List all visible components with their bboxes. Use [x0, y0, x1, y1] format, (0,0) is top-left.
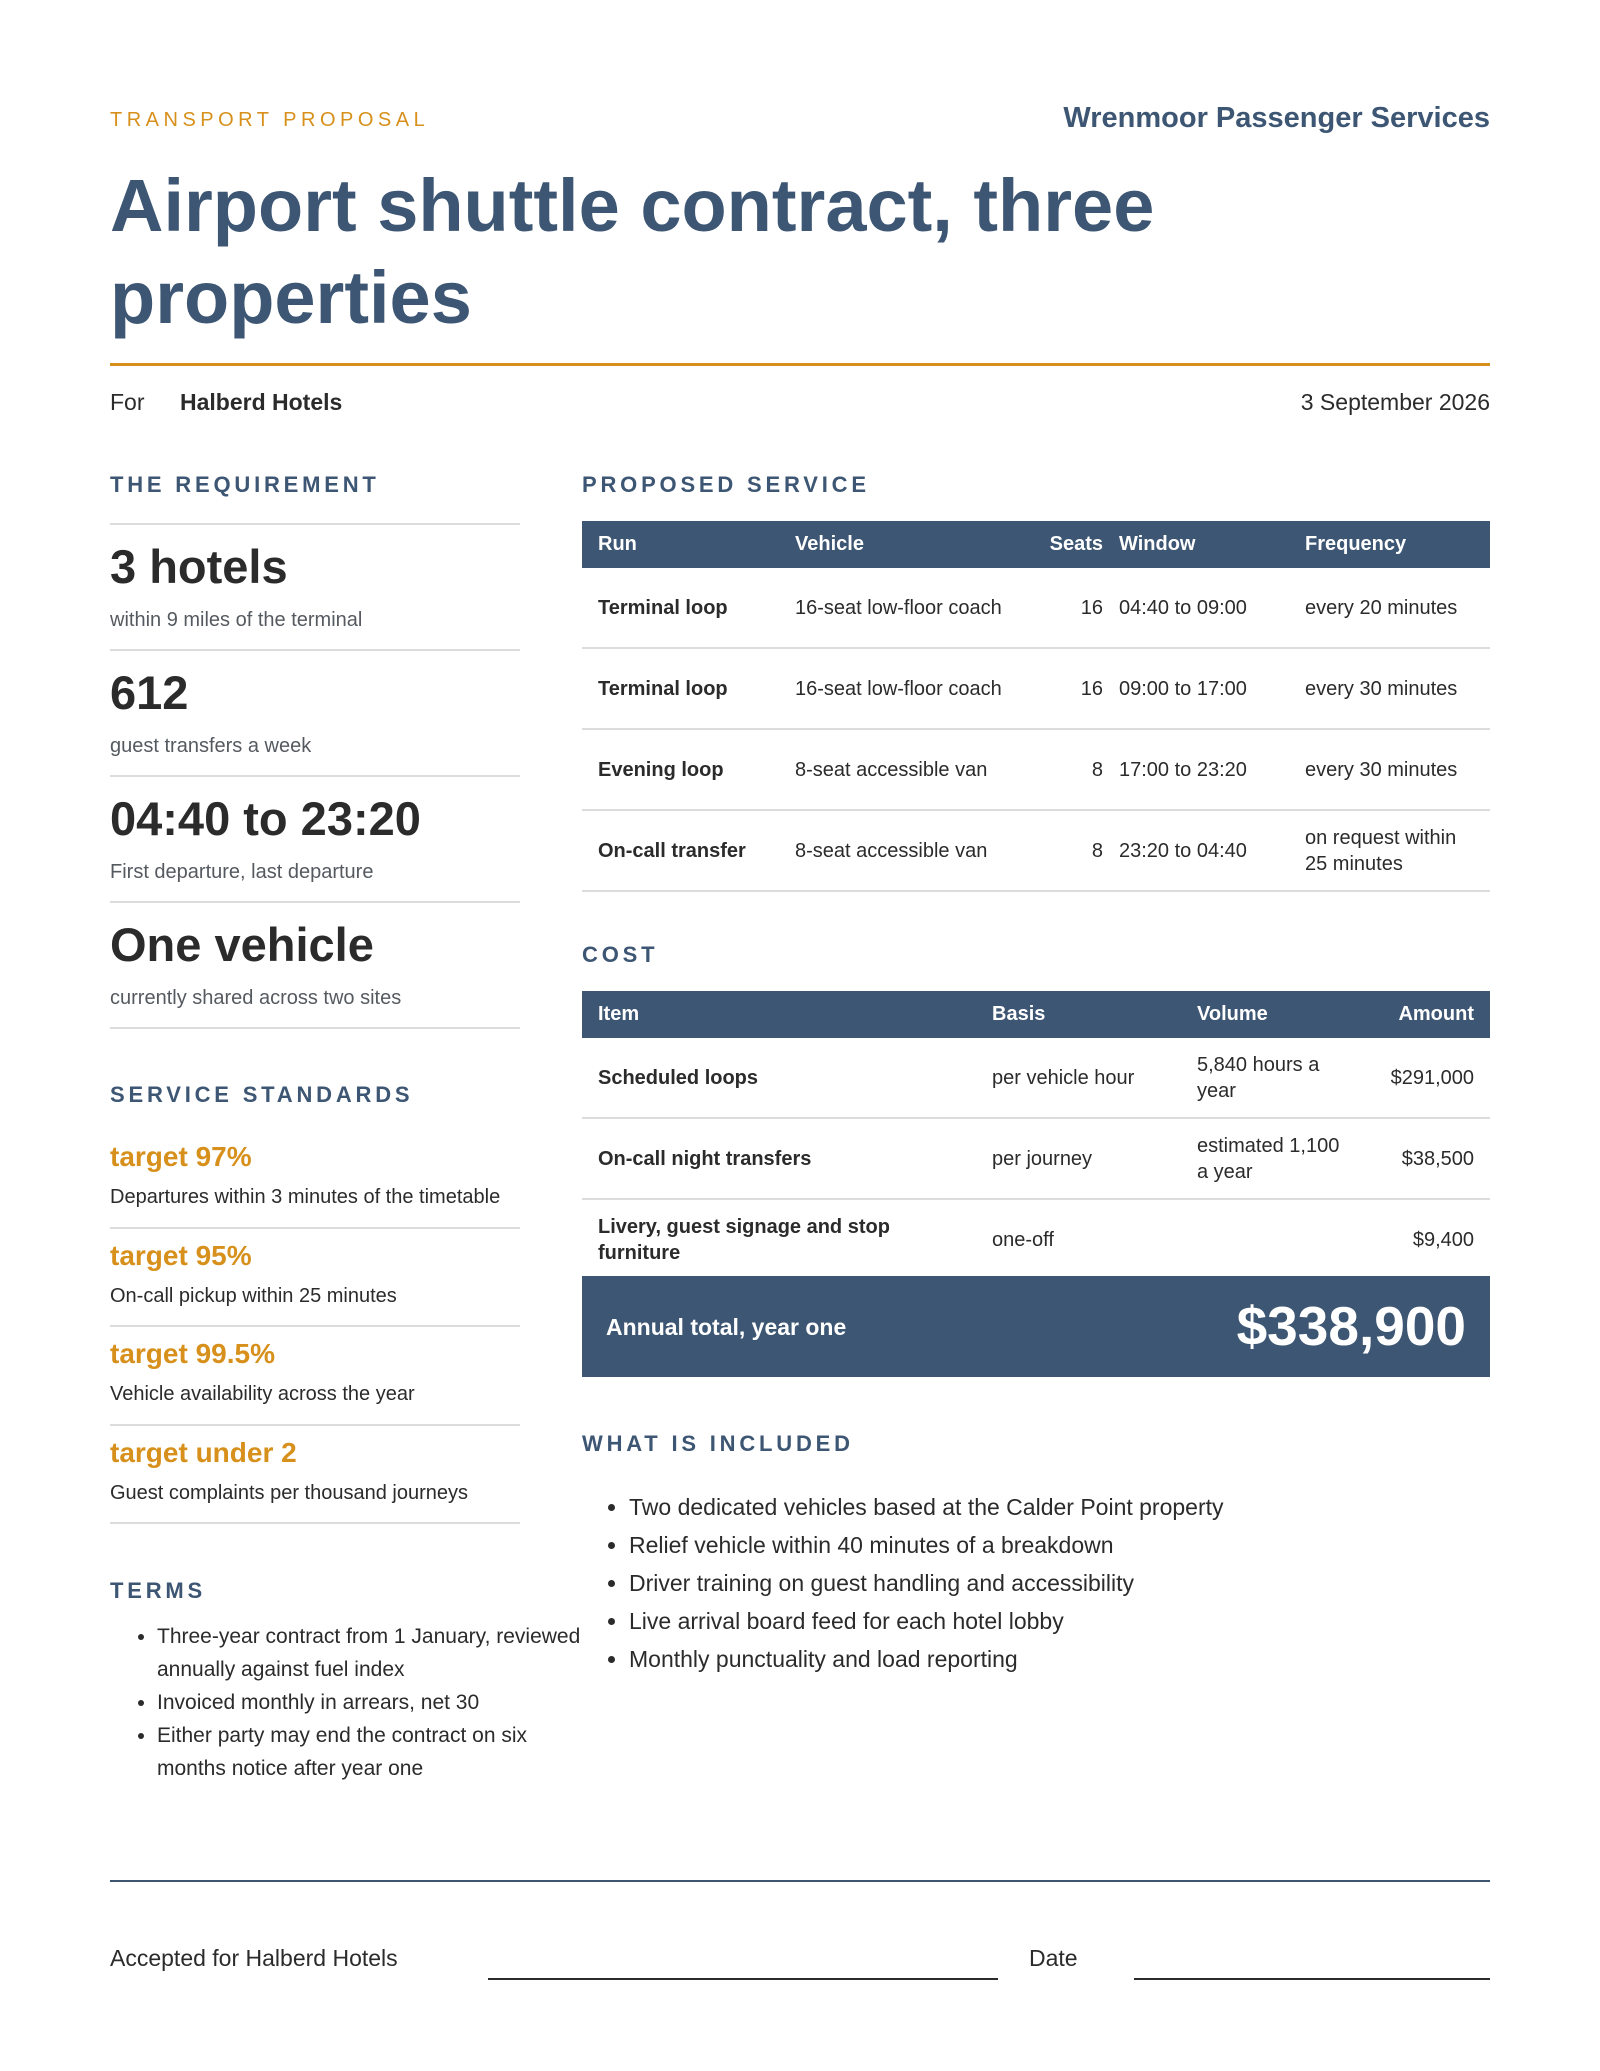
volume-cell: estimated 1,100 a year [1181, 1118, 1361, 1199]
vehicle-cell: 16-seat low-floor coach [779, 648, 1019, 729]
standard-description: On-call pickup within 25 minutes [110, 1285, 397, 1307]
annual-total-value: $338,900 [1236, 1295, 1466, 1357]
requirement-heading: THE REQUIREMENT [110, 472, 380, 497]
table-header-row [582, 521, 1490, 568]
client-name: Halberd Hotels [180, 389, 343, 415]
item-cell: Scheduled loops [582, 1038, 976, 1118]
window-cell: 17:00 to 23:20 [1109, 729, 1289, 810]
annual-total-label: Annual total, year one [606, 1314, 847, 1340]
table-row [582, 810, 1490, 891]
vehicle-cell: 16-seat low-floor coach [779, 568, 1019, 648]
included-item: • Monthly punctuality and load reporting [629, 1640, 1224, 1678]
stat-value: One vehicle [110, 918, 374, 971]
table-row [582, 1038, 1490, 1118]
seats-cell: 16 [1019, 648, 1109, 729]
table-header-row [582, 991, 1490, 1038]
column-header: Run [582, 521, 779, 568]
acceptance-label: Accepted for Halberd Hotels [110, 1945, 398, 1971]
for-label: For [110, 389, 145, 415]
stat-hotels [110, 523, 520, 631]
stat-transfers [110, 649, 520, 757]
annual-total-band [582, 1276, 1490, 1377]
frequency-cell: every 20 minutes [1289, 568, 1490, 648]
stat-value: 04:40 to 23:20 [110, 792, 421, 845]
stat-label: First departure, last departure [110, 861, 374, 883]
included-item: • Relief vehicle within 40 minutes of a breakdown [629, 1526, 1224, 1564]
footer-divider [110, 1880, 1490, 1882]
included-item: • Live arrival board feed for each hotel lobby [629, 1602, 1224, 1640]
requirement-bottom-rule [110, 1027, 520, 1029]
standard-description: Vehicle availability across the year [110, 1383, 415, 1405]
run-cell: Terminal loop [582, 648, 779, 729]
seats-cell: 8 [1019, 729, 1109, 810]
terms-item: • Either party may end the contract on six months notice after year one [157, 1719, 587, 1785]
run-cell: Evening loop [582, 729, 779, 810]
document-date: 3 September 2026 [1300, 389, 1490, 415]
standard-divider [110, 1227, 520, 1229]
table-row [582, 729, 1490, 810]
run-cell: On-call transfer [582, 810, 779, 891]
column-header: Volume [1181, 991, 1361, 1038]
standard-target: target 95% [110, 1240, 252, 1271]
amount-cell: $291,000 [1361, 1038, 1490, 1118]
vehicle-cell: 8-seat accessible van [779, 810, 1019, 891]
document-type-label: TRANSPORT PROPOSAL [110, 109, 430, 131]
standard-target: target 99.5% [110, 1338, 275, 1369]
stat-vehicle [110, 901, 520, 1009]
stat-value: 612 [110, 666, 189, 719]
frequency-cell: every 30 minutes [1289, 648, 1490, 729]
item-cell: Livery, guest signage and stop furniture [598, 1215, 890, 1264]
frequency-cell: on request within 25 minutes [1289, 810, 1490, 891]
basis-cell: per journey [976, 1118, 1181, 1199]
item-cell: On-call night transfers [582, 1118, 976, 1199]
basis-cell: one-off [992, 1228, 1054, 1251]
signature-date-label: Date [1029, 1945, 1078, 1971]
window-cell: 04:40 to 09:00 [1109, 568, 1289, 648]
basis-cell: per vehicle hour [976, 1038, 1181, 1118]
stat-label: within 9 miles of the terminal [110, 609, 363, 631]
volume-cell: 5,840 hours a year [1181, 1038, 1361, 1118]
column-header: Seats [1019, 521, 1109, 568]
standard-divider [110, 1424, 520, 1426]
page-title: Airport shuttle contract, three properties [110, 164, 1155, 339]
header-divider [110, 363, 1490, 366]
stat-label: currently shared across two sites [110, 987, 402, 1009]
service-table [582, 521, 1490, 892]
table-row [582, 1199, 1490, 1279]
column-header: Frequency [1289, 521, 1490, 568]
standard-description: Guest complaints per thousand journeys [110, 1482, 468, 1504]
stat-hours [110, 775, 520, 883]
terms-item: • Three-year contract from 1 January, reviewed annually against fuel index [157, 1620, 587, 1686]
included-heading: WHAT IS INCLUDED [582, 1431, 854, 1456]
window-cell: 23:20 to 04:40 [1109, 810, 1289, 891]
column-header: Item [582, 991, 976, 1038]
terms-heading: TERMS [110, 1578, 206, 1603]
proposal-page [110, 0, 1490, 2071]
frequency-cell: every 30 minutes [1289, 729, 1490, 810]
included-item: • Driver training on guest handling and accessibility [629, 1564, 1224, 1602]
seats-cell: 8 [1019, 810, 1109, 891]
run-cell: Terminal loop [582, 568, 779, 648]
seats-cell: 16 [1019, 568, 1109, 648]
table-row [582, 1118, 1490, 1199]
table-row [582, 568, 1490, 648]
standard-target: target under 2 [110, 1437, 297, 1468]
standards-heading: SERVICE STANDARDS [110, 1082, 414, 1107]
cost-heading: COST [582, 942, 659, 967]
column-header: Vehicle [779, 521, 1019, 568]
standard-description: Departures within 3 minutes of the timetable [110, 1186, 501, 1208]
column-header: Window [1109, 521, 1289, 568]
column-header: Amount [1361, 991, 1490, 1038]
standard-divider [110, 1522, 520, 1524]
company-name: Wrenmoor Passenger Services [1063, 102, 1490, 134]
cost-table [582, 991, 1490, 1279]
standard-divider [110, 1325, 520, 1327]
column-header: Basis [976, 991, 1181, 1038]
stat-value: 3 hotels [110, 540, 288, 593]
vehicle-cell: 8-seat accessible van [779, 729, 1019, 810]
stat-label: guest transfers a week [110, 735, 312, 757]
signature-line[interactable] [488, 1978, 998, 1980]
included-item: • Two dedicated vehicles based at the Calder Point property [629, 1488, 1224, 1526]
terms-item: • Invoiced monthly in arrears, net 30 [157, 1686, 587, 1719]
amount-cell: $9,400 [1412, 1228, 1474, 1251]
volume-cell [1181, 1199, 1361, 1279]
service-heading: PROPOSED SERVICE [582, 472, 870, 497]
signature-date-line[interactable] [1134, 1978, 1490, 1980]
table-row [582, 648, 1490, 729]
terms-list [110, 1620, 587, 1785]
window-cell: 09:00 to 17:00 [1109, 648, 1289, 729]
amount-cell: $38,500 [1361, 1118, 1490, 1199]
standard-target: target 97% [110, 1141, 252, 1172]
included-list [582, 1488, 1224, 1678]
